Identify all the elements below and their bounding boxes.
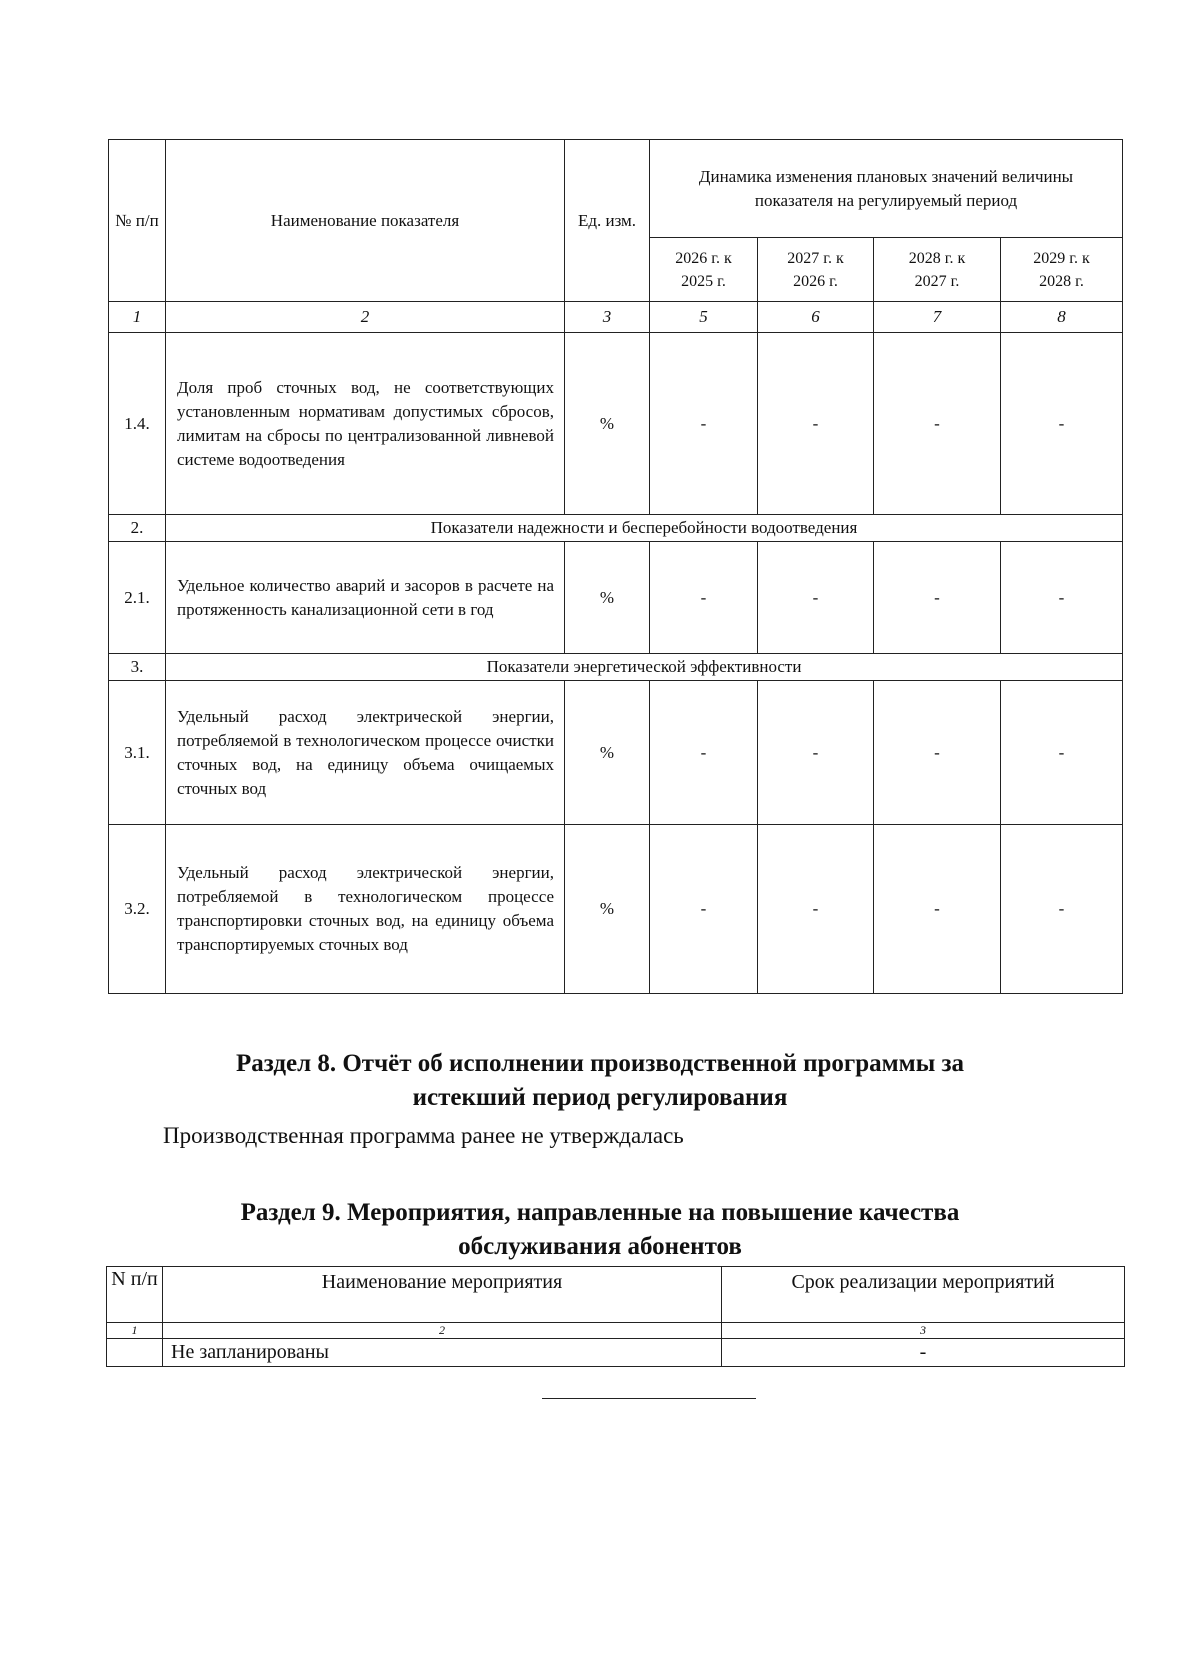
indicator-value: - (1001, 681, 1123, 825)
indicator-value: - (1001, 542, 1123, 654)
row-number: 1.4. (109, 333, 166, 515)
col-number: 2 (163, 1323, 722, 1339)
col-number: 8 (1001, 302, 1123, 333)
header-unit: Ед. изм. (565, 140, 650, 302)
table-row (109, 333, 1123, 515)
indicator-value: - (1001, 333, 1123, 515)
indicator-value: - (650, 825, 758, 994)
indicator-unit: % (565, 825, 650, 994)
table-row (107, 1339, 1125, 1367)
row-number: 3.1. (109, 681, 166, 825)
indicator-name: Удельный расход электрической энергии, потребляемой в технологическом процессе транспортировки сточных вод, на единицу объема транспортируемых сточных вод (166, 825, 565, 994)
header-period-3: 2028 г. к 2027 г. (874, 238, 1001, 302)
section-title: Показатели энергетической эффективности (166, 654, 1123, 681)
header-term: Срок реализации мероприятий (722, 1267, 1125, 1323)
section-row (109, 654, 1123, 681)
indicator-value: - (650, 333, 758, 515)
header-no: N п/п (107, 1267, 163, 1323)
indicator-value: - (874, 681, 1001, 825)
table-row (109, 825, 1123, 994)
col-number: 2 (166, 302, 565, 333)
table-row (109, 542, 1123, 654)
section8-text: Производственная программа ранее не утверждалась (163, 1123, 684, 1148)
section-title: Показатели надежности и бесперебойности водоотведения (166, 515, 1123, 542)
indicator-unit: % (565, 681, 650, 825)
header-measure-name: Наименование мероприятия (163, 1267, 722, 1323)
indicator-value: - (1001, 825, 1123, 994)
col-number: 1 (109, 302, 166, 333)
header-period-4: 2029 г. к 2028 г. (1001, 238, 1123, 302)
indicator-value: - (874, 333, 1001, 515)
col-number: 7 (874, 302, 1001, 333)
indicator-unit: % (565, 333, 650, 515)
indicator-value: - (758, 542, 874, 654)
indicator-unit: % (565, 542, 650, 654)
end-divider (542, 1398, 756, 1399)
col-number: 3 (565, 302, 650, 333)
indicator-value: - (758, 825, 874, 994)
measure-term: - (722, 1339, 1125, 1367)
table-row (109, 681, 1123, 825)
measures-table (106, 1266, 1125, 1367)
header-period-2: 2027 г. к 2026 г. (758, 238, 874, 302)
section8-title-line1: Раздел 8. Отчёт об исполнении производственной программы за (235, 1050, 965, 1077)
col-number: 6 (758, 302, 874, 333)
indicator-value: - (874, 542, 1001, 654)
indicator-name: Удельный расход электрической энергии, потребляемой в технологическом процессе очистки сточных вод, на единицу объема очищаемых сточных вод (166, 681, 565, 825)
col-number: 1 (107, 1323, 163, 1339)
header-period-1: 2026 г. к 2025 г. (650, 238, 758, 302)
section9-title-line1: Раздел 9. Мероприятия, направленные на повышение качества (240, 1199, 960, 1226)
indicator-value: - (650, 542, 758, 654)
row-number: 2.1. (109, 542, 166, 654)
row-number: 3.2. (109, 825, 166, 994)
header-dynamics: Динамика изменения плановых значений величины показателя на регулируемый период (650, 140, 1123, 238)
indicator-value: - (758, 681, 874, 825)
indicator-value: - (874, 825, 1001, 994)
section-row (109, 515, 1123, 542)
header-no: № п/п (109, 140, 166, 302)
col-number: 3 (722, 1323, 1125, 1339)
indicator-name: Удельное количество аварий и засоров в расчете на протяженность канализационной сети в год (166, 542, 565, 654)
row-number: 3. (109, 654, 166, 681)
indicator-value: - (650, 681, 758, 825)
indicator-name: Доля проб сточных вод, не соответствующих установленным нормативам допустимых сбросов, лимитам на сбросы по централизованной ливневой системе водоотведения (166, 333, 565, 515)
col-number: 5 (650, 302, 758, 333)
indicator-value: - (758, 333, 874, 515)
row-number: 2. (109, 515, 166, 542)
indicators-table (108, 139, 1123, 994)
measure-name: Не запланированы (163, 1339, 722, 1367)
section9-title-line2: обслуживания абонентов (458, 1233, 742, 1260)
header-name: Наименование показателя (166, 140, 565, 302)
row-number (107, 1339, 163, 1367)
section8-title-line2: истекший период регулирования (412, 1084, 788, 1111)
